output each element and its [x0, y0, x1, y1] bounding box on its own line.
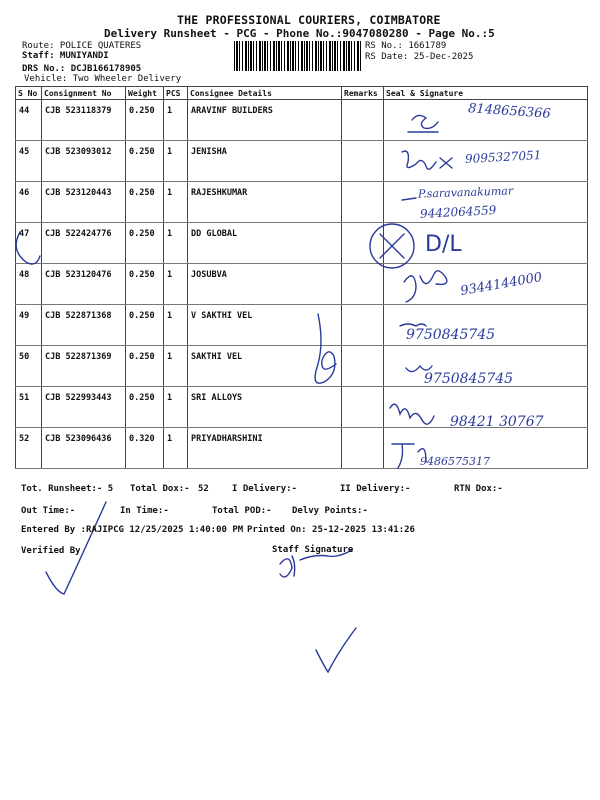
- cell-signature: [384, 182, 588, 223]
- col-consignee: Consignee Details: [188, 87, 342, 100]
- cell-remarks: [342, 100, 384, 141]
- table-row: [16, 182, 588, 223]
- runsheet-subtitle: Delivery Runsheet - PCG - Phone No.:9047080280 - Page No.:5: [104, 27, 495, 40]
- out-time: Out Time:-: [21, 506, 76, 516]
- cell-consignee: PRIYADHARSHINI: [188, 428, 342, 469]
- cell-weight: 0.250: [126, 346, 164, 387]
- cell-consignment: CJB 522993443: [42, 387, 126, 428]
- cell-signature: [384, 428, 588, 469]
- table-row: [16, 141, 588, 182]
- cell-signature: [384, 346, 588, 387]
- total-pod: Total POD:-: [212, 506, 272, 516]
- staff-label: Staff: MUNIYANDI: [22, 51, 109, 61]
- cell-remarks: [342, 141, 384, 182]
- cell-signature: [384, 100, 588, 141]
- cell-pcs: 1: [164, 346, 188, 387]
- cell-weight: 0.250: [126, 223, 164, 264]
- cell-remarks: [342, 387, 384, 428]
- cell-consignment: CJB 523093012: [42, 141, 126, 182]
- col-consignment: Consignment No: [42, 87, 126, 100]
- cell-weight: 0.250: [126, 387, 164, 428]
- cell-consignee: RAJESHKUMAR: [188, 182, 342, 223]
- vehicle-label: Vehicle: Two Wheeler Delivery: [24, 74, 182, 84]
- handwritten-phone-45: 9095327051: [464, 148, 542, 166]
- col-pcs: PCS: [164, 87, 188, 100]
- cell-remarks: [342, 305, 384, 346]
- rtn-dox: RTN Dox:-: [454, 484, 503, 494]
- handwritten-phone-48: 9344144000: [459, 269, 544, 300]
- table-row: [16, 346, 588, 387]
- handwritten-phone-51: 98421 30767: [450, 414, 544, 430]
- cell-consignment: CJB 523096436: [42, 428, 126, 469]
- runsheet-table: [15, 86, 588, 469]
- drs-label: DRS No.: DCJB166178905: [22, 64, 142, 74]
- cell-remarks: [342, 182, 384, 223]
- cell-weight: 0.250: [126, 141, 164, 182]
- cell-sno: 49: [16, 305, 42, 346]
- cell-remarks: [342, 346, 384, 387]
- table-row: [16, 264, 588, 305]
- cell-pcs: 1: [164, 305, 188, 346]
- cell-pcs: 1: [164, 100, 188, 141]
- cell-remarks: [342, 223, 384, 264]
- cell-pcs: 1: [164, 428, 188, 469]
- delvy-points: Delvy Points:-: [292, 506, 368, 516]
- handwritten-phone-52: 9486575317: [420, 455, 490, 468]
- cell-pcs: 1: [164, 387, 188, 428]
- cell-signature: [384, 141, 588, 182]
- cell-consignment: CJB 522424776: [42, 223, 126, 264]
- cell-weight: 0.250: [126, 100, 164, 141]
- cell-sno: 52: [16, 428, 42, 469]
- cell-remarks: [342, 264, 384, 305]
- handwritten-phone-50: 9750845745: [424, 371, 514, 387]
- table-row: [16, 100, 588, 141]
- rs-number: RS No.: 1661789: [365, 41, 447, 51]
- handwritten-dl-47: D/L: [425, 232, 462, 257]
- staff-signature-label: Staff Signature: [272, 545, 354, 555]
- cell-consignee: DD GLOBAL: [188, 223, 342, 264]
- cell-consignment: CJB 523120476: [42, 264, 126, 305]
- cell-sno: 44: [16, 100, 42, 141]
- in-time: In Time:-: [120, 506, 169, 516]
- cell-pcs: 1: [164, 264, 188, 305]
- handwritten-phone-46: 9442064559: [419, 203, 497, 221]
- handwritten-phone-44: 8148656366: [467, 101, 552, 122]
- cell-consignee: SAKTHI VEL: [188, 346, 342, 387]
- barcode: [234, 41, 362, 71]
- col-seal-signature: Seal & Signature: [384, 87, 588, 100]
- cell-consignment: CJB 522871368: [42, 305, 126, 346]
- cell-consignment: CJB 522871369: [42, 346, 126, 387]
- cell-consignment: CJB 523118379: [42, 100, 126, 141]
- table-row: [16, 428, 588, 469]
- cell-sno: 51: [16, 387, 42, 428]
- cell-consignee: V SAKTHI VEL: [188, 305, 342, 346]
- table-row: [16, 305, 588, 346]
- cell-signature: [384, 387, 588, 428]
- cell-signature: [384, 305, 588, 346]
- total-dox-value: 52: [198, 484, 209, 494]
- table-row: [16, 223, 588, 264]
- cell-weight: 0.250: [126, 264, 164, 305]
- cell-signature: [384, 223, 588, 264]
- tot-runsheet: Tot. Runsheet:- 5: [21, 484, 114, 494]
- cell-sno: 46: [16, 182, 42, 223]
- cell-sno: 47: [16, 223, 42, 264]
- cell-sno: 48: [16, 264, 42, 305]
- cell-consignment: CJB 523120443: [42, 182, 126, 223]
- cell-sno: 45: [16, 141, 42, 182]
- bottom-checkmark: [316, 628, 356, 672]
- printed-on: Printed On: 25-12-2025 13:41:26: [247, 525, 415, 535]
- col-weight: Weight: [126, 87, 164, 100]
- handwritten-name-46: P.saravanakumar: [417, 184, 514, 201]
- route-label: Route: POLICE QUATERES: [22, 41, 142, 51]
- cell-weight: 0.250: [126, 182, 164, 223]
- table-header-row: [16, 87, 588, 100]
- cell-signature: [384, 264, 588, 305]
- table-row: [16, 387, 588, 428]
- cell-consignee: ARAVINF BUILDERS: [188, 100, 342, 141]
- cell-pcs: 1: [164, 223, 188, 264]
- col-remarks: Remarks: [342, 87, 384, 100]
- cell-consignee: JENISHA: [188, 141, 342, 182]
- cell-pcs: 1: [164, 141, 188, 182]
- ii-delivery: II Delivery:-: [340, 484, 411, 494]
- i-delivery: I Delivery:-: [232, 484, 298, 494]
- cell-weight: 0.320: [126, 428, 164, 469]
- entered-by: Entered By :RAJIPCG 12/25/2025 1:40:00 PM: [21, 525, 244, 535]
- company-title: THE PROFESSIONAL COURIERS, COIMBATORE: [177, 13, 441, 27]
- cell-remarks: [342, 428, 384, 469]
- rs-date: RS Date: 25-Dec-2025: [365, 52, 474, 62]
- cell-sno: 50: [16, 346, 42, 387]
- cell-pcs: 1: [164, 182, 188, 223]
- total-dox-label: Total Dox:-: [130, 484, 190, 494]
- col-sno: S No: [16, 87, 42, 100]
- verified-by: Verified By: [21, 546, 81, 556]
- handwritten-phone-49: 9750845745: [406, 327, 496, 343]
- cell-consignee: SRI ALLOYS: [188, 387, 342, 428]
- cell-consignee: JOSUBVA: [188, 264, 342, 305]
- cell-weight: 0.250: [126, 305, 164, 346]
